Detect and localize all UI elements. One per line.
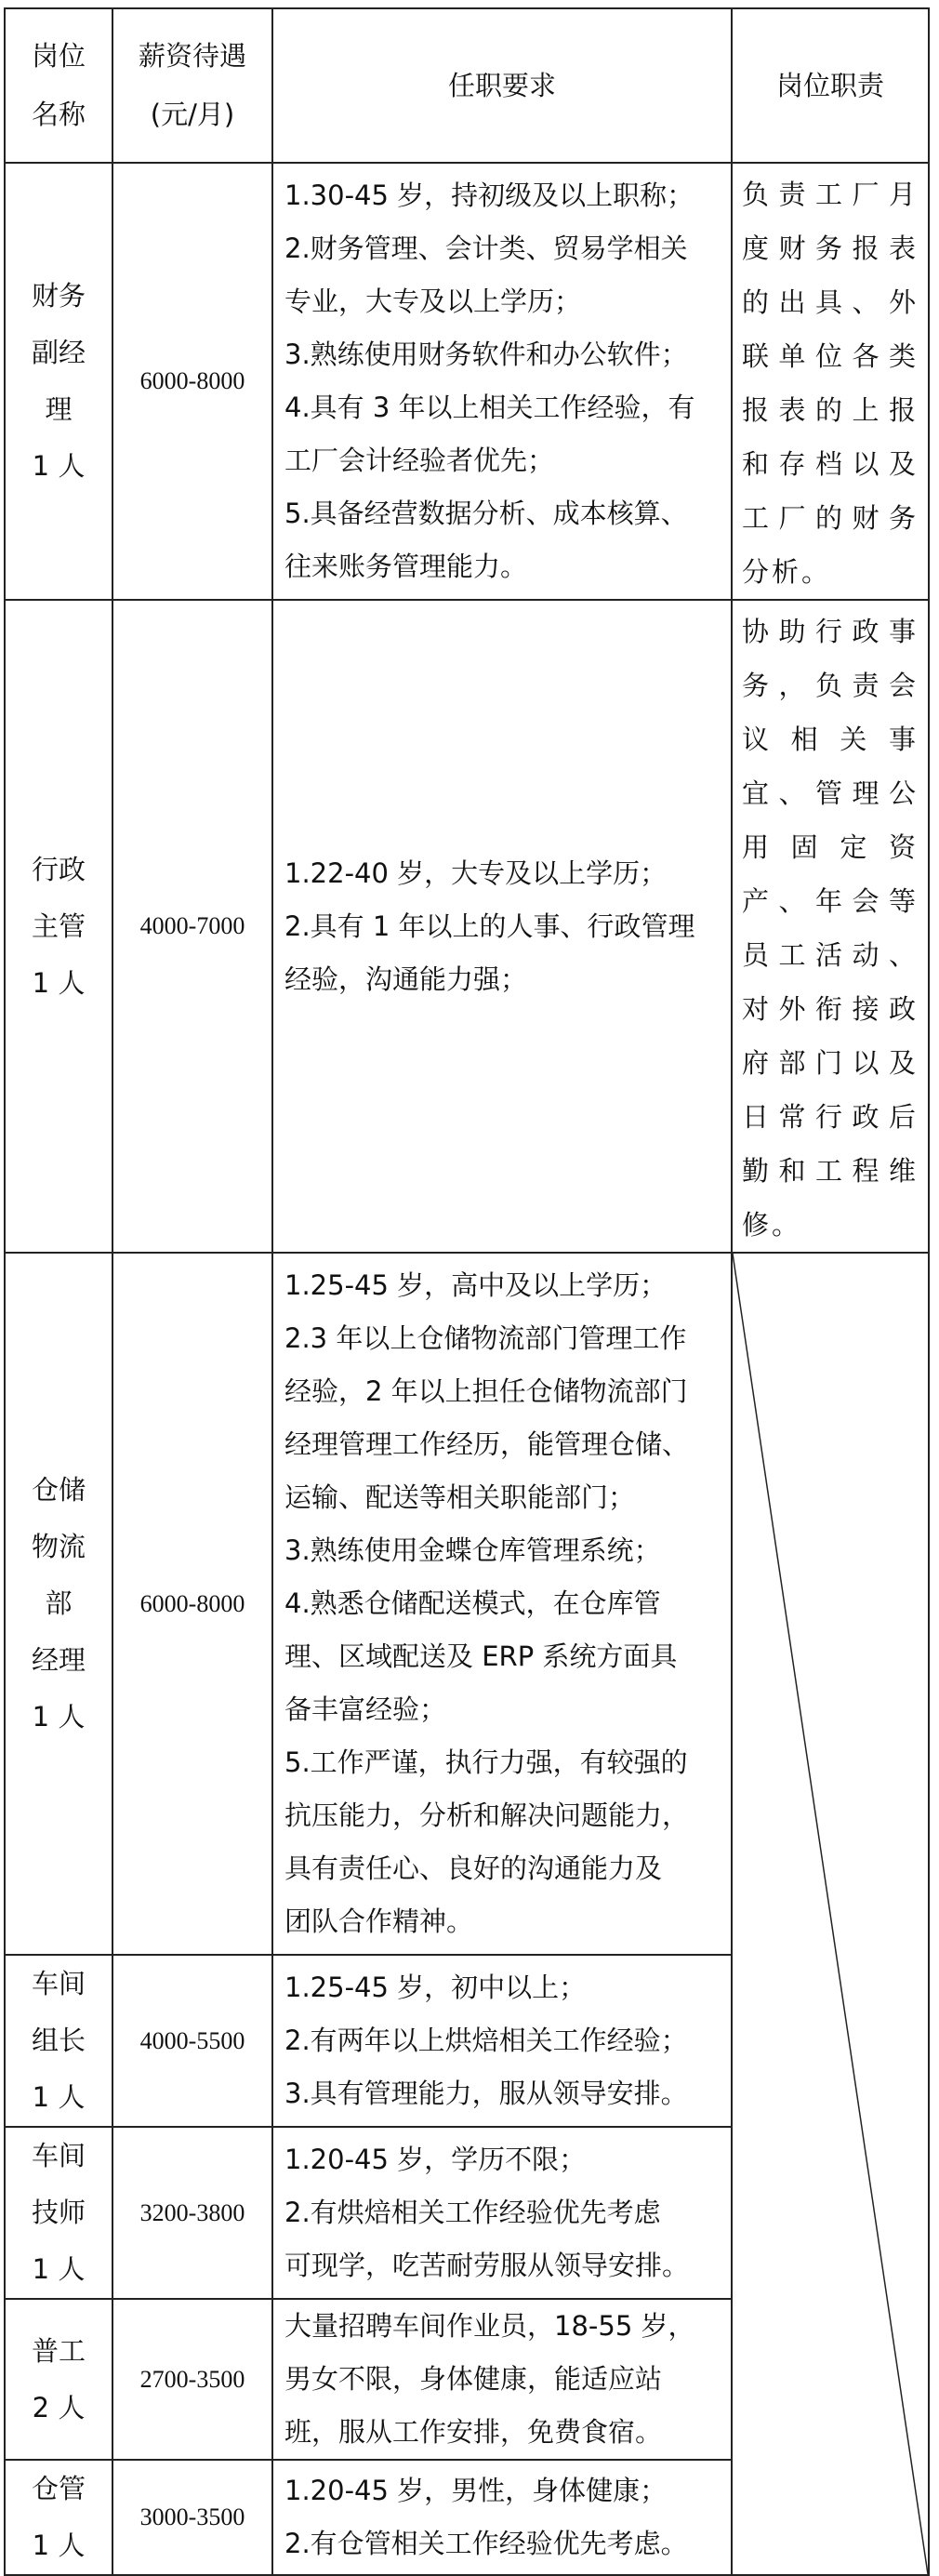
requirements-list	[284, 2464, 721, 2570]
job-salary: 4000-7000	[112, 600, 272, 1253]
requirement-line: 男女不限，身体健康，能适应站	[284, 2363, 663, 2395]
job-salary: 3200-3800	[112, 2127, 272, 2299]
requirement-line: 经验，2 年以上担任仓储物流部门	[284, 1375, 688, 1407]
job-name-text: 仓管 1 人	[31, 2473, 86, 2561]
job-salary: 6000-8000	[112, 1253, 272, 1955]
requirements-list	[284, 2133, 721, 2292]
job-table	[4, 7, 930, 2576]
requirement-line: 5.工作严谨，执行力强，有较强的	[284, 1746, 688, 1778]
requirement-line: 2.具有 1 年以上的人事、行政管理	[284, 910, 695, 942]
requirement-line: 经验，沟通能力强；	[284, 963, 528, 995]
requirement-line: 往来账务管理能力。	[284, 551, 528, 582]
requirement-line: 班，服从工作安排，免费食宿。	[284, 2416, 663, 2448]
requirement-line: 1.22-40 岁，大专及以上学历；	[284, 856, 668, 889]
requirement-line: 5.具备经营数据分析、成本核算、	[284, 498, 688, 529]
job-name	[5, 600, 112, 1253]
job-name-text: 财务 副经 理 1 人	[31, 280, 86, 482]
job-name	[5, 163, 112, 600]
requirement-line: 3.熟练使用财务软件和办公软件；	[284, 339, 688, 370]
requirements-list	[284, 1259, 721, 1948]
requirements-list	[284, 2300, 721, 2459]
job-salary: 3000-3500	[112, 2460, 272, 2575]
requirement-line: 理、区域配送及 ERP 系统方面具	[284, 1640, 678, 1672]
empty-duty-cell	[732, 1253, 929, 2575]
job-requirements	[272, 2460, 732, 2575]
job-requirements	[272, 2127, 732, 2299]
requirement-line: 2.有烘焙相关工作经验优先考虑	[284, 2197, 661, 2228]
header-name-line1: 岗位	[31, 40, 86, 72]
job-salary: 2700-3500	[112, 2299, 272, 2460]
requirement-line: 专业，大专及以上学历；	[284, 285, 582, 317]
requirement-line: 4.熟悉仓储配送模式，在仓库管	[284, 1587, 661, 1619]
job-requirements	[272, 163, 732, 600]
header-salary-line2: (元/月)	[150, 99, 235, 130]
job-name-text: 普工 2 人	[31, 2334, 86, 2423]
requirements-list	[284, 169, 721, 593]
requirement-line: 备丰富经验；	[284, 1693, 447, 1725]
job-duty-text: 协助行政事务，负责会议相关事宜、管理公用固定资产、年会等员工活动、对外衔接政府部门以及日常行政后勤和工程维修。	[742, 616, 919, 1241]
requirement-line: 2.财务管理、会计类、贸易学相关	[284, 232, 688, 264]
job-name	[5, 2299, 112, 2460]
job-duty	[732, 600, 929, 1253]
requirement-line: 经理管理工作经历，能管理仓储、	[284, 1428, 690, 1460]
header-name	[5, 8, 112, 163]
job-name-text: 车间 技师 1 人	[31, 2140, 86, 2285]
requirement-line: 1.20-45 岁，学历不限；	[284, 2144, 587, 2175]
requirement-line: 2.有仓管相关工作经验优先考虑。	[284, 2528, 688, 2559]
requirement-line: 1.25-45 岁，高中及以上学历；	[284, 1269, 668, 1301]
requirement-line: 1.25-45 岁，初中以上；	[284, 1972, 587, 2003]
requirements-list	[284, 1961, 721, 2120]
requirement-line: 1.30-45 岁，持初级及以上职称；	[284, 179, 694, 211]
requirement-line: 3.熟练使用金蝶仓库管理系统；	[284, 1534, 661, 1566]
job-name	[5, 1253, 112, 1955]
requirements-list	[284, 847, 721, 1006]
diagonal-line	[733, 1254, 928, 2574]
header-salary	[112, 8, 272, 163]
job-requirements	[272, 2299, 732, 2460]
requirement-line: 可现学，吃苦耐劳服从领导安排。	[284, 2250, 690, 2281]
header-salary-line1: 薪资待遇	[138, 40, 246, 72]
requirement-line: 4.具有 3 年以上相关工作经验，有	[284, 392, 695, 423]
header-duty: 岗位职责	[732, 8, 929, 163]
requirement-line: 工厂会计经验者优先；	[284, 445, 555, 476]
requirement-line: 2.3 年以上仓储物流部门管理工作	[284, 1322, 687, 1354]
job-duty-text: 负责工厂月度财务报表的出具、外联单位各类报表的上报和存档以及工厂的财务分析。	[742, 179, 919, 588]
requirement-line: 大量招聘车间作业员，18-55 岁，	[284, 2310, 695, 2342]
job-name-text: 行政 主管 1 人	[31, 853, 86, 999]
header-name-line2: 名称	[31, 99, 86, 130]
requirement-line: 3.具有管理能力，服从领导安排。	[284, 2078, 688, 2109]
job-name	[5, 1955, 112, 2127]
requirement-line: 团队合作精神。	[284, 1905, 474, 1937]
header-row	[5, 8, 929, 163]
job-requirements	[272, 1253, 732, 1955]
job-name-text: 车间 组长 1 人	[31, 1968, 86, 2113]
job-name	[5, 2127, 112, 2299]
requirement-line: 2.有两年以上烘焙相关工作经验；	[284, 2025, 688, 2056]
job-salary: 4000-5500	[112, 1955, 272, 2127]
requirement-line: 具有责任心、良好的沟通能力及	[284, 1852, 663, 1884]
job-salary: 6000-8000	[112, 163, 272, 600]
table-row	[5, 163, 929, 600]
job-name	[5, 2460, 112, 2575]
table-row	[5, 600, 929, 1253]
requirement-line: 1.20-45 岁，男性，身体健康；	[284, 2475, 668, 2506]
job-requirements	[272, 1955, 732, 2127]
requirement-line: 运输、配送等相关职能部门；	[284, 1481, 636, 1513]
job-duty	[732, 163, 929, 600]
header-requirements: 任职要求	[272, 8, 732, 163]
job-requirements	[272, 600, 732, 1253]
requirement-line: 抗压能力，分析和解决问题能力，	[284, 1799, 690, 1831]
job-name-text: 仓储 物流 部 经理 1 人	[31, 1474, 86, 1733]
table-row	[5, 1253, 929, 1955]
